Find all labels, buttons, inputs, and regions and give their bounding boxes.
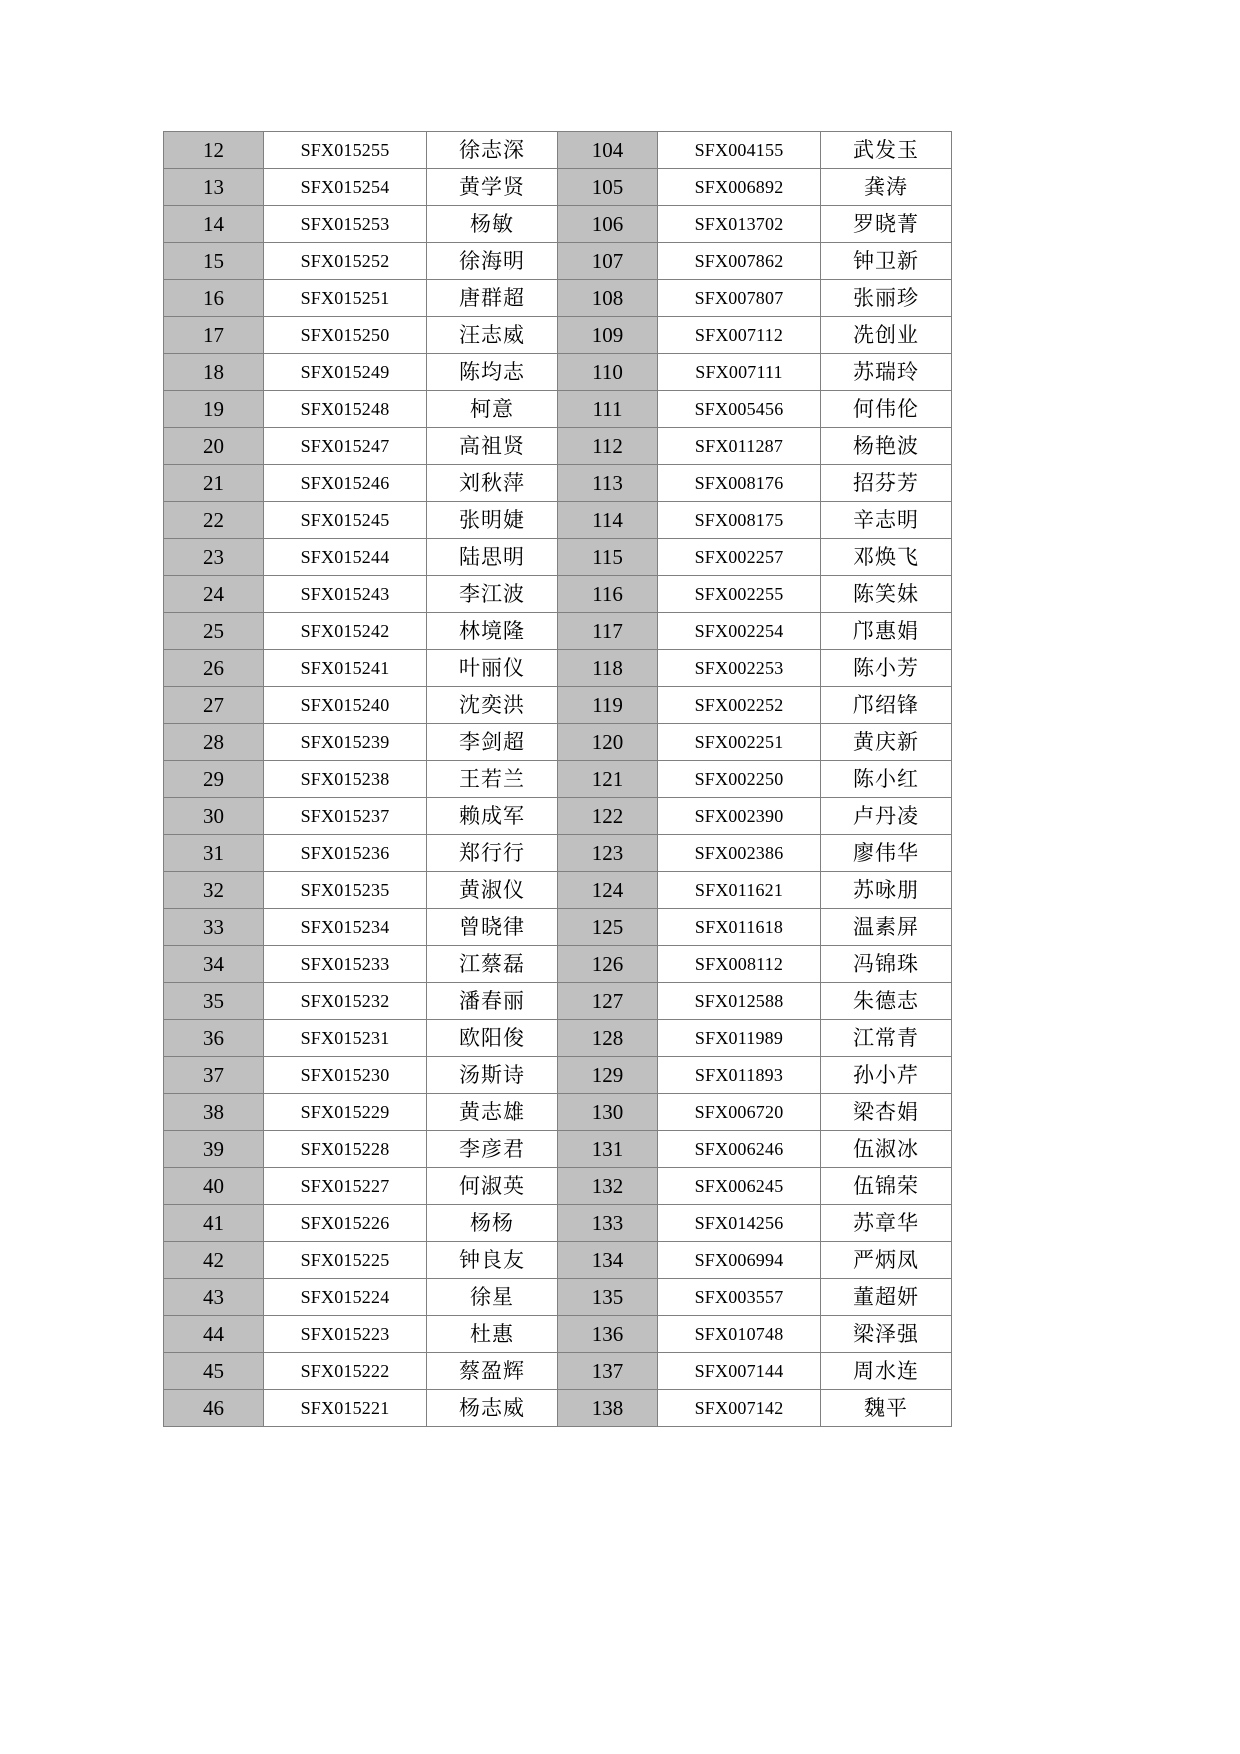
cell-name_left: 黄学贤 [427, 169, 558, 206]
cell-code_right: SFX013702 [658, 206, 821, 243]
table-row [164, 539, 952, 576]
table-row [164, 428, 952, 465]
cell-name_left: 陈均志 [427, 354, 558, 391]
cell-name_left: 杜惠 [427, 1316, 558, 1353]
table-row [164, 1020, 952, 1057]
cell-code_right: SFX011989 [658, 1020, 821, 1057]
cell-idx_left: 31 [164, 835, 264, 872]
cell-code_left: SFX015255 [264, 132, 427, 169]
cell-idx_left: 33 [164, 909, 264, 946]
cell-name_right: 周水连 [821, 1353, 952, 1390]
cell-code_left: SFX015235 [264, 872, 427, 909]
cell-idx_left: 12 [164, 132, 264, 169]
cell-name_left: 李彦君 [427, 1131, 558, 1168]
cell-idx_right: 121 [558, 761, 658, 798]
cell-idx_left: 13 [164, 169, 264, 206]
cell-idx_left: 39 [164, 1131, 264, 1168]
cell-name_left: 赖成军 [427, 798, 558, 835]
cell-idx_right: 120 [558, 724, 658, 761]
table-row [164, 872, 952, 909]
cell-name_left: 杨杨 [427, 1205, 558, 1242]
cell-name_right: 辛志明 [821, 502, 952, 539]
cell-name_right: 黄庆新 [821, 724, 952, 761]
cell-code_right: SFX002257 [658, 539, 821, 576]
cell-name_right: 张丽珍 [821, 280, 952, 317]
cell-code_right: SFX007112 [658, 317, 821, 354]
cell-code_right: SFX006892 [658, 169, 821, 206]
cell-code_left: SFX015251 [264, 280, 427, 317]
cell-name_right: 苏章华 [821, 1205, 952, 1242]
table-row [164, 724, 952, 761]
cell-code_right: SFX002253 [658, 650, 821, 687]
cell-name_left: 杨志威 [427, 1390, 558, 1427]
cell-name_right: 朱德志 [821, 983, 952, 1020]
cell-code_right: SFX006246 [658, 1131, 821, 1168]
cell-idx_right: 125 [558, 909, 658, 946]
cell-code_right: SFX007144 [658, 1353, 821, 1390]
cell-idx_left: 14 [164, 206, 264, 243]
cell-idx_left: 41 [164, 1205, 264, 1242]
cell-idx_left: 45 [164, 1353, 264, 1390]
cell-code_left: SFX015234 [264, 909, 427, 946]
cell-name_right: 邓焕飞 [821, 539, 952, 576]
table-row [164, 798, 952, 835]
cell-idx_right: 113 [558, 465, 658, 502]
cell-name_right: 招芬芳 [821, 465, 952, 502]
cell-idx_right: 132 [558, 1168, 658, 1205]
cell-name_left: 唐群超 [427, 280, 558, 317]
cell-idx_left: 26 [164, 650, 264, 687]
table-row [164, 1316, 952, 1353]
cell-idx_right: 119 [558, 687, 658, 724]
cell-name_left: 潘春丽 [427, 983, 558, 1020]
cell-code_right: SFX010748 [658, 1316, 821, 1353]
cell-name_left: 黄淑仪 [427, 872, 558, 909]
cell-idx_right: 122 [558, 798, 658, 835]
cell-idx_right: 118 [558, 650, 658, 687]
cell-code_right: SFX007862 [658, 243, 821, 280]
cell-code_left: SFX015243 [264, 576, 427, 613]
roster-table-body [164, 132, 952, 1427]
cell-name_right: 孙小芹 [821, 1057, 952, 1094]
cell-idx_left: 30 [164, 798, 264, 835]
cell-code_left: SFX015252 [264, 243, 427, 280]
cell-idx_left: 19 [164, 391, 264, 428]
cell-code_right: SFX006245 [658, 1168, 821, 1205]
cell-idx_right: 106 [558, 206, 658, 243]
cell-name_right: 江常青 [821, 1020, 952, 1057]
table-row [164, 354, 952, 391]
table-row [164, 243, 952, 280]
table-row [164, 391, 952, 428]
cell-idx_left: 24 [164, 576, 264, 613]
cell-idx_right: 127 [558, 983, 658, 1020]
cell-name_left: 汪志威 [427, 317, 558, 354]
cell-code_right: SFX002251 [658, 724, 821, 761]
cell-idx_right: 130 [558, 1094, 658, 1131]
cell-code_right: SFX014256 [658, 1205, 821, 1242]
cell-name_left: 徐星 [427, 1279, 558, 1316]
cell-name_right: 苏咏朋 [821, 872, 952, 909]
cell-name_left: 林境隆 [427, 613, 558, 650]
cell-code_left: SFX015224 [264, 1279, 427, 1316]
table-row [164, 1094, 952, 1131]
cell-idx_right: 107 [558, 243, 658, 280]
cell-name_left: 曾晓律 [427, 909, 558, 946]
cell-name_left: 汤斯诗 [427, 1057, 558, 1094]
cell-idx_right: 114 [558, 502, 658, 539]
cell-idx_left: 35 [164, 983, 264, 1020]
cell-idx_right: 112 [558, 428, 658, 465]
cell-name_right: 杨艳波 [821, 428, 952, 465]
cell-code_left: SFX015231 [264, 1020, 427, 1057]
cell-idx_right: 137 [558, 1353, 658, 1390]
cell-code_left: SFX015249 [264, 354, 427, 391]
cell-code_left: SFX015254 [264, 169, 427, 206]
cell-code_right: SFX002250 [658, 761, 821, 798]
cell-code_right: SFX002390 [658, 798, 821, 835]
cell-code_left: SFX015248 [264, 391, 427, 428]
table-row [164, 1279, 952, 1316]
cell-name_right: 魏平 [821, 1390, 952, 1427]
cell-code_left: SFX015238 [264, 761, 427, 798]
cell-idx_left: 21 [164, 465, 264, 502]
cell-idx_right: 126 [558, 946, 658, 983]
cell-code_right: SFX007111 [658, 354, 821, 391]
cell-code_right: SFX004155 [658, 132, 821, 169]
table-row [164, 576, 952, 613]
cell-name_left: 陆思明 [427, 539, 558, 576]
cell-name_left: 叶丽仪 [427, 650, 558, 687]
cell-idx_right: 133 [558, 1205, 658, 1242]
cell-name_left: 钟良友 [427, 1242, 558, 1279]
cell-code_right: SFX008175 [658, 502, 821, 539]
cell-idx_left: 23 [164, 539, 264, 576]
cell-idx_right: 117 [558, 613, 658, 650]
cell-name_left: 杨敏 [427, 206, 558, 243]
cell-code_left: SFX015236 [264, 835, 427, 872]
cell-code_right: SFX002386 [658, 835, 821, 872]
cell-code_right: SFX007807 [658, 280, 821, 317]
cell-idx_right: 131 [558, 1131, 658, 1168]
cell-code_right: SFX002254 [658, 613, 821, 650]
cell-idx_left: 29 [164, 761, 264, 798]
cell-idx_right: 128 [558, 1020, 658, 1057]
cell-code_left: SFX015247 [264, 428, 427, 465]
cell-idx_right: 109 [558, 317, 658, 354]
cell-code_right: SFX011893 [658, 1057, 821, 1094]
cell-name_right: 陈小芳 [821, 650, 952, 687]
cell-name_right: 苏瑞玲 [821, 354, 952, 391]
cell-idx_left: 17 [164, 317, 264, 354]
cell-name_left: 欧阳俊 [427, 1020, 558, 1057]
cell-name_right: 邝绍锋 [821, 687, 952, 724]
cell-name_right: 严炳凤 [821, 1242, 952, 1279]
cell-idx_left: 28 [164, 724, 264, 761]
table-row [164, 1390, 952, 1427]
cell-idx_left: 16 [164, 280, 264, 317]
cell-idx_right: 110 [558, 354, 658, 391]
cell-name_left: 黄志雄 [427, 1094, 558, 1131]
cell-code_left: SFX015221 [264, 1390, 427, 1427]
table-row [164, 1057, 952, 1094]
cell-idx_left: 40 [164, 1168, 264, 1205]
table-row [164, 835, 952, 872]
cell-idx_left: 43 [164, 1279, 264, 1316]
cell-idx_right: 124 [558, 872, 658, 909]
cell-idx_left: 32 [164, 872, 264, 909]
cell-name_left: 刘秋萍 [427, 465, 558, 502]
roster-table-container [163, 131, 951, 1427]
cell-name_left: 李剑超 [427, 724, 558, 761]
cell-idx_right: 136 [558, 1316, 658, 1353]
cell-name_right: 陈笑妹 [821, 576, 952, 613]
cell-name_left: 王若兰 [427, 761, 558, 798]
cell-idx_left: 15 [164, 243, 264, 280]
cell-code_left: SFX015240 [264, 687, 427, 724]
cell-code_left: SFX015245 [264, 502, 427, 539]
cell-code_right: SFX006994 [658, 1242, 821, 1279]
cell-code_left: SFX015233 [264, 946, 427, 983]
cell-name_left: 高祖贤 [427, 428, 558, 465]
table-row [164, 761, 952, 798]
cell-name_right: 邝惠娟 [821, 613, 952, 650]
cell-code_left: SFX015223 [264, 1316, 427, 1353]
cell-name_left: 江蔡磊 [427, 946, 558, 983]
cell-idx_right: 138 [558, 1390, 658, 1427]
cell-idx_right: 104 [558, 132, 658, 169]
table-row [164, 465, 952, 502]
table-row [164, 1353, 952, 1390]
table-row [164, 1168, 952, 1205]
cell-name_right: 冯锦珠 [821, 946, 952, 983]
cell-name_left: 沈奕洪 [427, 687, 558, 724]
table-row [164, 280, 952, 317]
table-row [164, 613, 952, 650]
cell-idx_right: 116 [558, 576, 658, 613]
cell-code_left: SFX015250 [264, 317, 427, 354]
cell-idx_right: 105 [558, 169, 658, 206]
table-row [164, 502, 952, 539]
cell-code_right: SFX011287 [658, 428, 821, 465]
cell-name_right: 伍淑冰 [821, 1131, 952, 1168]
cell-code_left: SFX015228 [264, 1131, 427, 1168]
roster-table [163, 131, 952, 1427]
table-row [164, 206, 952, 243]
cell-code_right: SFX011621 [658, 872, 821, 909]
table-row [164, 1242, 952, 1279]
cell-idx_right: 134 [558, 1242, 658, 1279]
cell-code_right: SFX005456 [658, 391, 821, 428]
table-row [164, 983, 952, 1020]
cell-idx_left: 25 [164, 613, 264, 650]
table-row [164, 909, 952, 946]
cell-name_right: 武发玉 [821, 132, 952, 169]
cell-idx_left: 38 [164, 1094, 264, 1131]
cell-name_right: 梁杏娟 [821, 1094, 952, 1131]
cell-code_left: SFX015246 [264, 465, 427, 502]
cell-idx_left: 37 [164, 1057, 264, 1094]
cell-idx_left: 46 [164, 1390, 264, 1427]
cell-idx_left: 36 [164, 1020, 264, 1057]
cell-name_left: 柯意 [427, 391, 558, 428]
table-row [164, 317, 952, 354]
table-row [164, 946, 952, 983]
cell-code_left: SFX015241 [264, 650, 427, 687]
cell-code_left: SFX015222 [264, 1353, 427, 1390]
cell-name_right: 廖伟华 [821, 835, 952, 872]
cell-idx_left: 34 [164, 946, 264, 983]
cell-name_right: 龚涛 [821, 169, 952, 206]
cell-name_right: 陈小红 [821, 761, 952, 798]
cell-code_right: SFX002255 [658, 576, 821, 613]
table-row [164, 132, 952, 169]
cell-code_left: SFX015244 [264, 539, 427, 576]
cell-name_right: 钟卫新 [821, 243, 952, 280]
cell-name_left: 徐志深 [427, 132, 558, 169]
cell-name_left: 张明婕 [427, 502, 558, 539]
cell-code_right: SFX003557 [658, 1279, 821, 1316]
table-row [164, 1205, 952, 1242]
cell-idx_right: 123 [558, 835, 658, 872]
cell-code_left: SFX015227 [264, 1168, 427, 1205]
cell-idx_left: 20 [164, 428, 264, 465]
cell-code_left: SFX015230 [264, 1057, 427, 1094]
cell-name_right: 温素屏 [821, 909, 952, 946]
table-row [164, 1131, 952, 1168]
cell-name_right: 伍锦荣 [821, 1168, 952, 1205]
cell-idx_left: 27 [164, 687, 264, 724]
cell-code_left: SFX015237 [264, 798, 427, 835]
cell-code_right: SFX011618 [658, 909, 821, 946]
cell-name_left: 蔡盈辉 [427, 1353, 558, 1390]
cell-idx_right: 108 [558, 280, 658, 317]
cell-name_left: 郑行行 [427, 835, 558, 872]
cell-code_right: SFX007142 [658, 1390, 821, 1427]
cell-code_left: SFX015225 [264, 1242, 427, 1279]
cell-idx_left: 44 [164, 1316, 264, 1353]
cell-code_left: SFX015253 [264, 206, 427, 243]
cell-code_left: SFX015242 [264, 613, 427, 650]
cell-name_left: 李江波 [427, 576, 558, 613]
cell-idx_right: 111 [558, 391, 658, 428]
cell-code_left: SFX015226 [264, 1205, 427, 1242]
cell-code_right: SFX002252 [658, 687, 821, 724]
cell-idx_left: 18 [164, 354, 264, 391]
cell-name_right: 罗晓菁 [821, 206, 952, 243]
cell-code_right: SFX008176 [658, 465, 821, 502]
cell-name_right: 董超妍 [821, 1279, 952, 1316]
cell-name_left: 徐海明 [427, 243, 558, 280]
cell-idx_right: 115 [558, 539, 658, 576]
cell-idx_right: 129 [558, 1057, 658, 1094]
table-row [164, 687, 952, 724]
table-row [164, 169, 952, 206]
cell-name_right: 梁泽强 [821, 1316, 952, 1353]
cell-idx_left: 42 [164, 1242, 264, 1279]
cell-code_left: SFX015239 [264, 724, 427, 761]
cell-name_left: 何淑英 [427, 1168, 558, 1205]
cell-code_right: SFX006720 [658, 1094, 821, 1131]
cell-name_right: 何伟伦 [821, 391, 952, 428]
cell-idx_right: 135 [558, 1279, 658, 1316]
cell-code_right: SFX008112 [658, 946, 821, 983]
cell-idx_left: 22 [164, 502, 264, 539]
cell-name_right: 冼创业 [821, 317, 952, 354]
cell-code_left: SFX015232 [264, 983, 427, 1020]
cell-code_left: SFX015229 [264, 1094, 427, 1131]
cell-code_right: SFX012588 [658, 983, 821, 1020]
table-row [164, 650, 952, 687]
cell-name_right: 卢丹凌 [821, 798, 952, 835]
